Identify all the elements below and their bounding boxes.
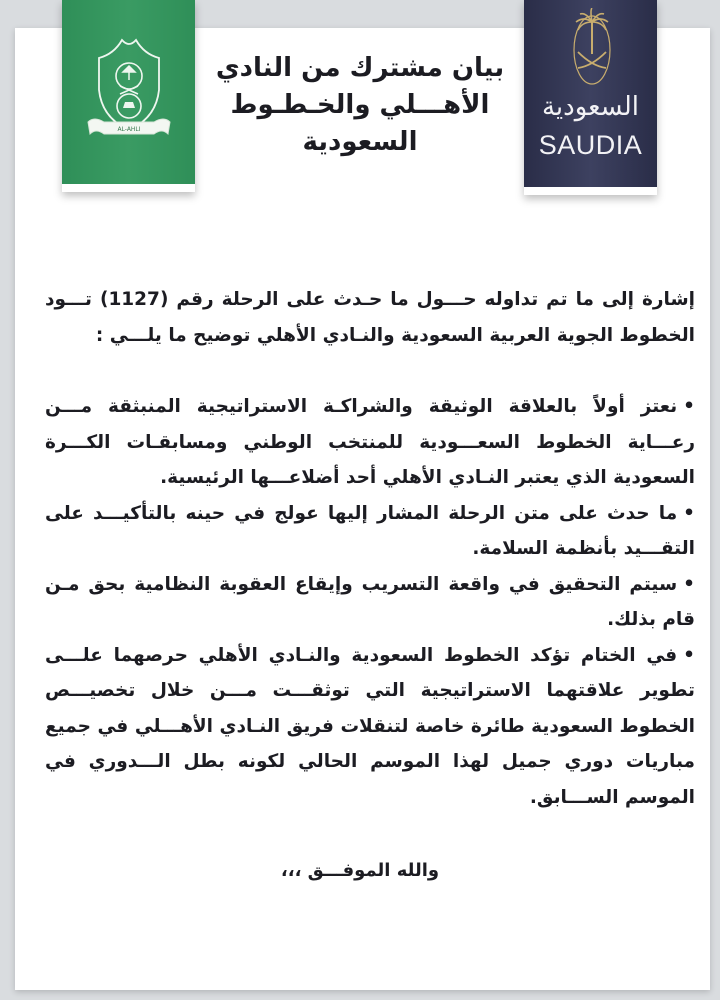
- bullet-item: [45, 567, 695, 638]
- saudia-arabic-wordmark: السعودية: [541, 92, 640, 122]
- intro-paragraph: إشارة إلى ما تم تداوله حـــول ما حـدث على الرحلة رقم (1127) تـــود الخطوط الجوية العربية السعودية والنـادي الأهلي توضيح ما يلـــي :: [45, 289, 695, 346]
- bullet-icon: •: [683, 396, 695, 417]
- banner-footer-strip: [524, 187, 657, 195]
- svg-text:AL-AHLI: AL-AHLI: [117, 126, 141, 133]
- banner-footer-strip: [62, 184, 195, 192]
- title-line: الأهـــلي والخـطـوط: [230, 90, 490, 120]
- saudia-english-wordmark: SAUDIA: [538, 130, 643, 160]
- title-line: بيان مشترك من النادي: [215, 53, 505, 83]
- saudia-logo-banner: [524, 0, 657, 195]
- bullet-text: سيتم التحقيق في واقعة التسريب وإيقاع العقوبة النظامية بحق مـن قام بذلك.: [45, 573, 695, 630]
- bullet-icon: •: [683, 573, 695, 595]
- bullet-text: ما حدث على متن الرحلة المشار إليها عولج في حينه بالتأكيـــد على التقـــيد بأنظمة السلامة.: [45, 502, 695, 559]
- bullet-text: في الختام تؤكد الخطوط السعودية والنـادي الأهلي حرصهما علـــى تطوير علاقتهما الاستراتيجية التي توثقـــت مـــن خلال تخصيـــص الخطوط السعودية طائرة خاصة لتنقلات فريق النـادي الأهـــلي في جميع مباريات دوري جميل لهذا الموسم الحالي لكونه بطل الـــدوري في الموسم الســـابق.: [45, 644, 695, 808]
- bullet-text: نعتز أولاً بالعلاقة الوثيقة والشراكـة الاستراتيجية المنبثقة مـــن رعـــاية الخطوط السعـــودية للمنتخب الوطني ومسابقـات الكـــرة السعودية الذي يعتبر النـادي الأهلي أحد أضلاعـــها الرئيسية.: [45, 396, 695, 488]
- bullet-item: [45, 638, 695, 816]
- bullet-item: [45, 496, 695, 567]
- saudia-palm-swords-emblem-icon: [568, 8, 616, 86]
- title-line: السعودية: [302, 127, 418, 157]
- statement-body: [45, 282, 695, 815]
- bullet-icon: •: [683, 502, 695, 524]
- bullet-item: [45, 389, 695, 496]
- al-ahli-club-crest-icon: [84, 30, 174, 140]
- statement-title: [200, 50, 520, 161]
- al-ahli-logo-banner: [62, 0, 195, 192]
- bullet-icon: •: [683, 644, 695, 666]
- closing-line: والله الموفـــق ،،،: [280, 860, 440, 881]
